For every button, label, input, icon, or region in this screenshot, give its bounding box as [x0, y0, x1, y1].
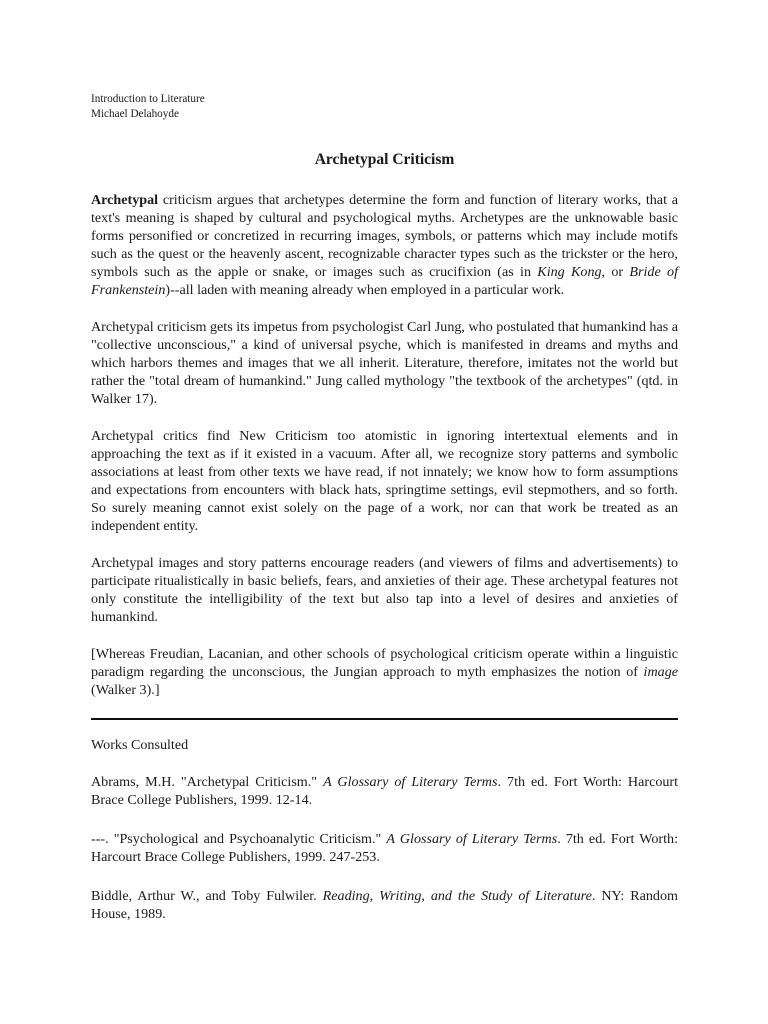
- citation-details: . NY: Random House, 1989.: [91, 888, 678, 922]
- citation-title: A Glossary of Literary Terms: [386, 831, 558, 847]
- course-name: Introduction to Literature: [91, 93, 205, 105]
- citation-title: Reading, Writing, and the Study of Literature: [322, 888, 592, 904]
- paragraph-5-text-b: (Walker 3).]: [91, 682, 160, 698]
- citation-text: Abrams, M.H. "Archetypal Criticism.": [91, 774, 324, 790]
- citation-text: ---. "Psychological and Psychoanalytic Criticism.": [91, 831, 387, 847]
- citation-entry: [91, 887, 678, 923]
- citation-details: . 7th ed. Fort Worth: Harcourt Brace College Publishers, 1999. 247-253.: [91, 831, 679, 865]
- citation-details: . 7th ed. Fort Worth: Harcourt Brace College Publishers, 1999. 12-14.: [91, 774, 679, 808]
- works-consulted-heading: Works Consulted: [91, 737, 189, 753]
- paragraph-1: [91, 191, 678, 299]
- section-divider: [91, 718, 678, 720]
- citation-entry: [91, 830, 678, 866]
- paragraph-1-text-b: , or: [601, 264, 630, 280]
- paragraph-2: Archetypal criticism gets its impetus from psychologist Carl Jung, who postulated that humankind has a "collective unconscious," a kind of universal psyche, which is manifested in dreams and myths and which harbors themes and images that we all inherit. Literature, therefore, imitates not the world but rather the "total dream of humankind." Jung called mythology "the textbook of the archetypes" (qtd. in Walker 17).: [91, 319, 678, 407]
- document-page: [91, 92, 678, 944]
- paragraph-4: Archetypal images and story patterns encourage readers (and viewers of films and advertisements) to participate ritualistically in basic beliefs, fears, and anxieties of their age. These archetypal features not only constitute the intelligibility of the text but also tap into a level of desires and anxieties of humankind.: [91, 555, 678, 625]
- citation-entry: [91, 773, 678, 809]
- paragraph-5: [91, 645, 678, 699]
- paragraph-1-text-c: )--all laden with meaning already when employed in a particular work.: [165, 282, 565, 298]
- paragraph-1-text-a: criticism argues that archetypes determine the form and function of literary works, that a text's meaning is shaped by cultural and psychological myths. Archetypes are the unknowable basic forms personified or concretized in recurring images, symbols, or patterns which may include motifs such as the quest or the heavenly ascent, recognizable character types such as the trickster or the hero, symbols such as the apple or snake, or images such as crucifixion (as in: [91, 192, 678, 280]
- italic-title-bride: Bride of Frankenstein: [91, 264, 678, 298]
- author-name: Michael Delahoyde: [91, 108, 179, 120]
- citation-text: Biddle, Arthur W., and Toby Fulwiler.: [91, 888, 323, 904]
- paragraph-5-text-a: [Whereas Freudian, Lacanian, and other schools of psychological criticism operate within a linguistic paradigm regarding the unconscious, the Jungian approach to myth emphasizes the notion of: [91, 646, 678, 680]
- bold-lead-term: Archetypal: [91, 192, 159, 208]
- citation-title: A Glossary of Literary Terms: [323, 774, 498, 790]
- paragraph-3: Archetypal critics find New Criticism too atomistic in ignoring intertextual elements and in approaching the text as if it existed in a vacuum. After all, we recognize story patterns and symbolic associations at least from other texts we have read, if not innately; we know how to form assumptions and expectations from encounters with black hats, springtime settings, evil stepmothers, and so forth. So surely meaning cannot exist solely on the page of a work, nor can that work be treated as an independent entity.: [91, 428, 678, 534]
- italic-title-king-kong: King Kong: [537, 264, 602, 280]
- page-title: Archetypal Criticism: [314, 151, 455, 168]
- italic-word-image: image: [643, 664, 678, 680]
